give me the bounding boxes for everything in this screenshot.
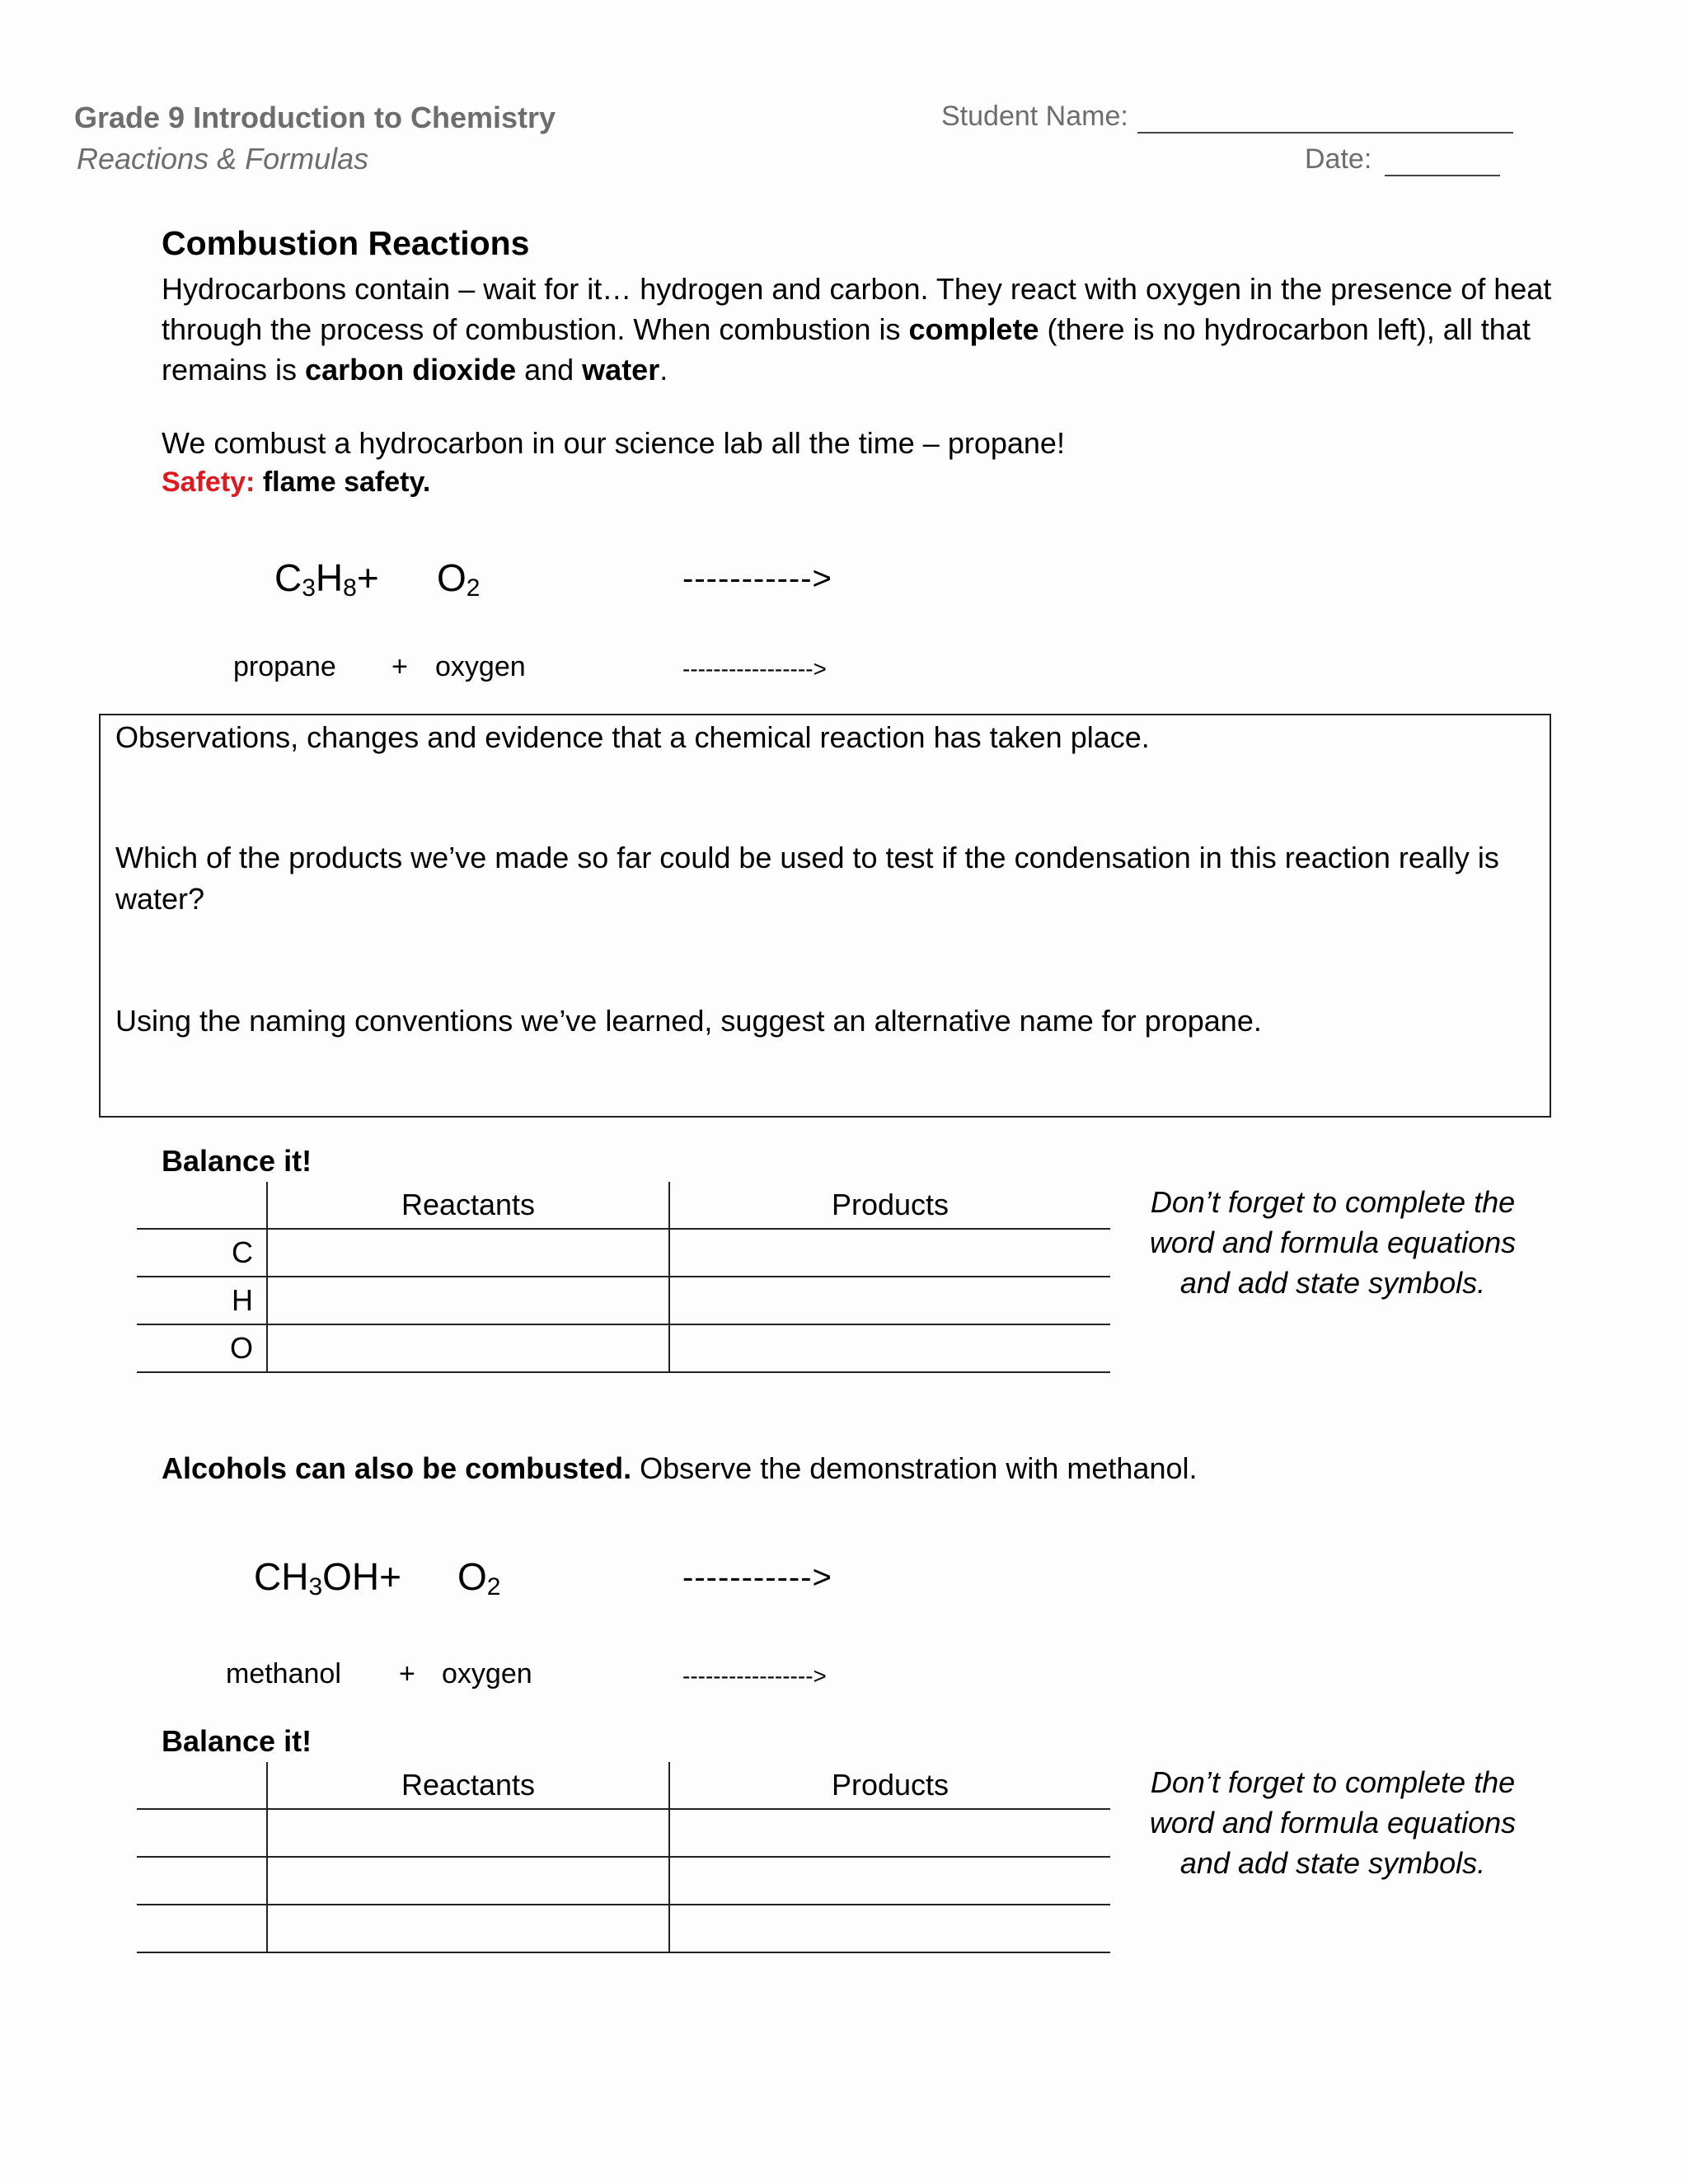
intro-paragraph: Hydrocarbons contain – wait for it… hydrogen and carbon. They react with oxygen in the presence of heat through the process of combustion. When combustion is complete (there is no hydrocarbon left), all that remains is carbon dioxide and water. (162, 272, 1552, 387)
products-cell[interactable] (669, 1905, 1110, 1952)
hydrogen-products-cell[interactable] (669, 1277, 1110, 1324)
element-cell[interactable] (137, 1905, 267, 1952)
word-oxygen: oxygen (435, 651, 526, 682)
oxygen-formula: $O_2$ (437, 556, 481, 602)
reactants-header: Reactants (267, 1182, 669, 1229)
alcohols-sentence: Alcohols can also be combusted. Observe the demonstration with methanol. (162, 1451, 1198, 1485)
element-hydrogen: H (137, 1277, 267, 1324)
balance-label: Balance it! (162, 1144, 312, 1178)
word-plus-2: + (399, 1658, 415, 1690)
word-arrow-2: -----------------> (682, 1663, 827, 1689)
table-row (137, 1324, 1110, 1372)
section-title: Combustion Reactions (162, 224, 530, 262)
reactants-cell[interactable] (267, 1809, 669, 1857)
table-row (137, 1809, 1110, 1857)
reactants-cell[interactable] (267, 1905, 669, 1952)
balance-label-2: Balance it! (162, 1724, 312, 1758)
word-oxygen-2: oxygen (442, 1658, 532, 1690)
word-arrow: -----------------> (682, 656, 827, 682)
table-corner (137, 1182, 267, 1229)
carbon-reactants-cell[interactable] (267, 1229, 669, 1277)
word-methanol: methanol (226, 1658, 341, 1690)
formula-arrow: -----------> (682, 560, 832, 597)
oxygen-formula-2: $O_2$ (457, 1555, 501, 1601)
element-oxygen: O (137, 1324, 267, 1372)
table-row (137, 1229, 1110, 1277)
element-cell[interactable] (137, 1857, 267, 1905)
reactants-cell[interactable] (267, 1857, 669, 1905)
oxygen-products-cell[interactable] (669, 1324, 1110, 1372)
reminder-note: Don’t forget to complete the word and formula equations and add state symbols. (1149, 1185, 1517, 1300)
element-carbon: C (137, 1229, 267, 1277)
table-row (137, 1857, 1110, 1905)
element-cell[interactable] (137, 1809, 267, 1857)
observations-prompt: Observations, changes and evidence that a chemical reaction has taken place. (115, 720, 1150, 754)
water-test-prompt: Which of the products we’ve made so far could be used to test if the condensation in this reaction really is water? (115, 841, 1499, 916)
student-name-label: Student Name: (941, 101, 1128, 132)
balance-table-propane (137, 1182, 1110, 1373)
date-label: Date: (1305, 143, 1372, 175)
products-header-2: Products (669, 1762, 1110, 1809)
reminder-note-2: Don’t forget to complete the word and formula equations and add state symbols. (1149, 1765, 1517, 1880)
products-cell[interactable] (669, 1809, 1110, 1857)
table-corner (137, 1762, 267, 1809)
student-name-field[interactable] (1137, 132, 1513, 134)
reactants-header-2: Reactants (267, 1762, 669, 1809)
date-field[interactable] (1385, 175, 1500, 176)
oxygen-reactants-cell[interactable] (267, 1324, 669, 1372)
course-title: Grade 9 Introduction to Chemistry (74, 101, 556, 134)
balance-table-methanol (137, 1762, 1110, 1953)
formula-arrow-2: -----------> (682, 1559, 832, 1596)
lab-sentence: We combust a hydrocarbon in our science lab all the time – propane! (162, 426, 1065, 460)
hydrogen-reactants-cell[interactable] (267, 1277, 669, 1324)
alternative-name-prompt: Using the naming conventions we’ve learned, suggest an alternative name for propane. (115, 1004, 1262, 1038)
propane-formula: $C_3H_8+$ (274, 556, 379, 602)
products-header: Products (669, 1182, 1110, 1229)
safety-note: Safety: flame safety. (162, 466, 431, 498)
word-propane: propane (233, 651, 336, 682)
carbon-products-cell[interactable] (669, 1229, 1110, 1277)
word-plus: + (392, 651, 408, 682)
methanol-formula: $CH_3OH+$ (254, 1555, 402, 1601)
table-row (137, 1277, 1110, 1324)
observations-box[interactable] (99, 714, 1551, 1118)
table-row (137, 1905, 1110, 1952)
products-cell[interactable] (669, 1857, 1110, 1905)
unit-subtitle: Reactions & Formulas (77, 142, 369, 176)
